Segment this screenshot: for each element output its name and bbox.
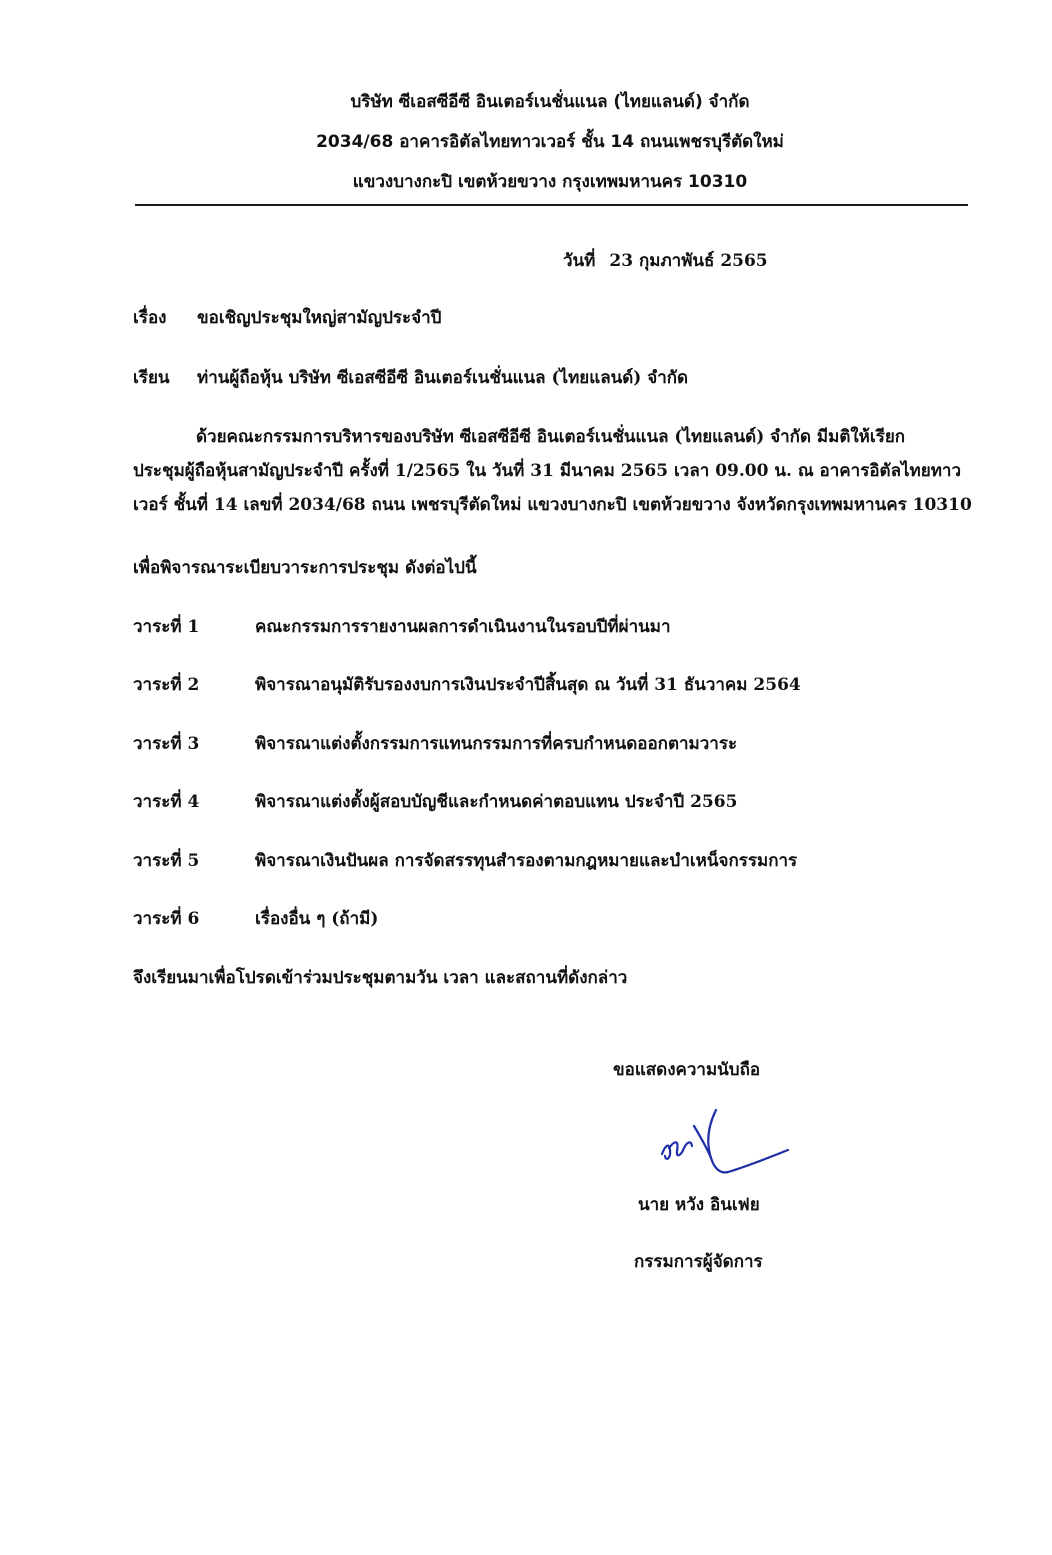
agenda-item-text: พิจารณาเงินปันผล การจัดสรรทุนสำรองตามกฎหมายและบำเหน็จกรรมการ [255, 851, 798, 871]
letterhead-divider [135, 204, 968, 206]
agenda-item [133, 849, 797, 873]
sign-off: ขอแสดงความนับถือ [613, 1060, 761, 1080]
agenda-item-label: วาระที่ 4 [133, 792, 200, 812]
agenda-item-label: วาระที่ 1 [133, 617, 200, 637]
agenda-item-label: วาระที่ 3 [133, 734, 200, 754]
letterhead-company-name: บริษัท ซีเอสซีอีซี อินเตอร์เนชั่นแนล (ไทยแลนด์) จำกัด [350, 92, 750, 112]
closing-sentence: จึงเรียนมาเพื่อโปรดเข้าร่วมประชุมตามวัน เวลา และสถานที่ดังกล่าว [133, 968, 628, 988]
subject-label: เรื่อง [133, 308, 167, 328]
agenda-item-text: พิจารณาแต่งตั้งผู้สอบบัญชีและกำหนดค่าตอบแทน ประจำปี 2565 [255, 792, 738, 812]
agenda-item-text: พิจารณาอนุมัติรับรองงบการเงินประจำปีสิ้นสุด ณ วันที่ 31 ธันวาคม 2564 [255, 675, 801, 695]
signer-name: นาย หวัง อินเฟย [638, 1195, 760, 1215]
agenda-intro: เพื่อพิจารณาระเบียบวาระการประชุม ดังต่อไปนี้ [133, 558, 477, 578]
body-paragraph [133, 425, 972, 527]
agenda-item-text: พิจารณาแต่งตั้งกรรมการแทนกรรมการที่ครบกำหนดออกตามวาระ [255, 734, 738, 754]
signature-ink [662, 1110, 788, 1172]
letterhead-district-line: แขวงบางกะปิ เขตห้วยขวาง กรุงเทพมหานคร 10310 [352, 172, 748, 192]
handwritten-signature [648, 1106, 793, 1186]
agenda-item [133, 615, 671, 639]
agenda-item-label: วาระที่ 2 [133, 675, 200, 695]
agenda-item-label: วาระที่ 5 [133, 851, 200, 871]
letter-date [563, 249, 768, 273]
date-value: 23 กุมภาพันธ์ 2565 [609, 251, 768, 271]
agenda-item [133, 790, 737, 814]
agenda-item-text: คณะกรรมการรายงานผลการดำเนินงานในรอบปีที่ผ่านมา [255, 617, 671, 637]
date-label: วันที่ [563, 251, 596, 271]
addressee-value: ท่านผู้ถือหุ้น บริษัท ซีเอสซีอีซี อินเตอร์เนชั่นแนล (ไทยแลนด์) จำกัด [197, 368, 689, 388]
signer-title: กรรมการผู้จัดการ [634, 1252, 763, 1272]
body-line: ด้วยคณะกรรมการบริหารของบริษัท ซีเอสซีอีซี อินเตอร์เนชั่นแนล (ไทยแลนด์) จำกัด มีมติให้เรียก [196, 427, 906, 447]
agenda-item [133, 732, 737, 756]
body-line: เวอร์ ชั้นที่ 14 เลขที่ 2034/68 ถนน เพชรบุรีตัดใหม่ แขวงบางกะปิ เขตห้วยขวาง จังหวัดกรุงเทพมหานคร 10310 [133, 495, 972, 515]
body-line: ประชุมผู้ถือหุ้นสามัญประจำปี ครั้งที่ 1/2565 ใน วันที่ 31 มีนาคม 2565 เวลา 09.00 น. ณ อาคารอิตัลไทยทาว [133, 461, 962, 481]
agenda-item-label: วาระที่ 6 [133, 909, 200, 929]
agenda-item [133, 673, 801, 697]
agenda-item [133, 907, 378, 931]
subject-value: ขอเชิญประชุมใหญ่สามัญประจำปี [197, 308, 442, 328]
addressee-label: เรียน [133, 368, 170, 388]
letterhead-address-line: 2034/68 อาคารอิตัลไทยทาวเวอร์ ชั้น 14 ถนนเพชรบุรีตัดใหม่ [316, 132, 784, 152]
agenda-item-text: เรื่องอื่น ๆ (ถ้ามี) [255, 909, 379, 929]
